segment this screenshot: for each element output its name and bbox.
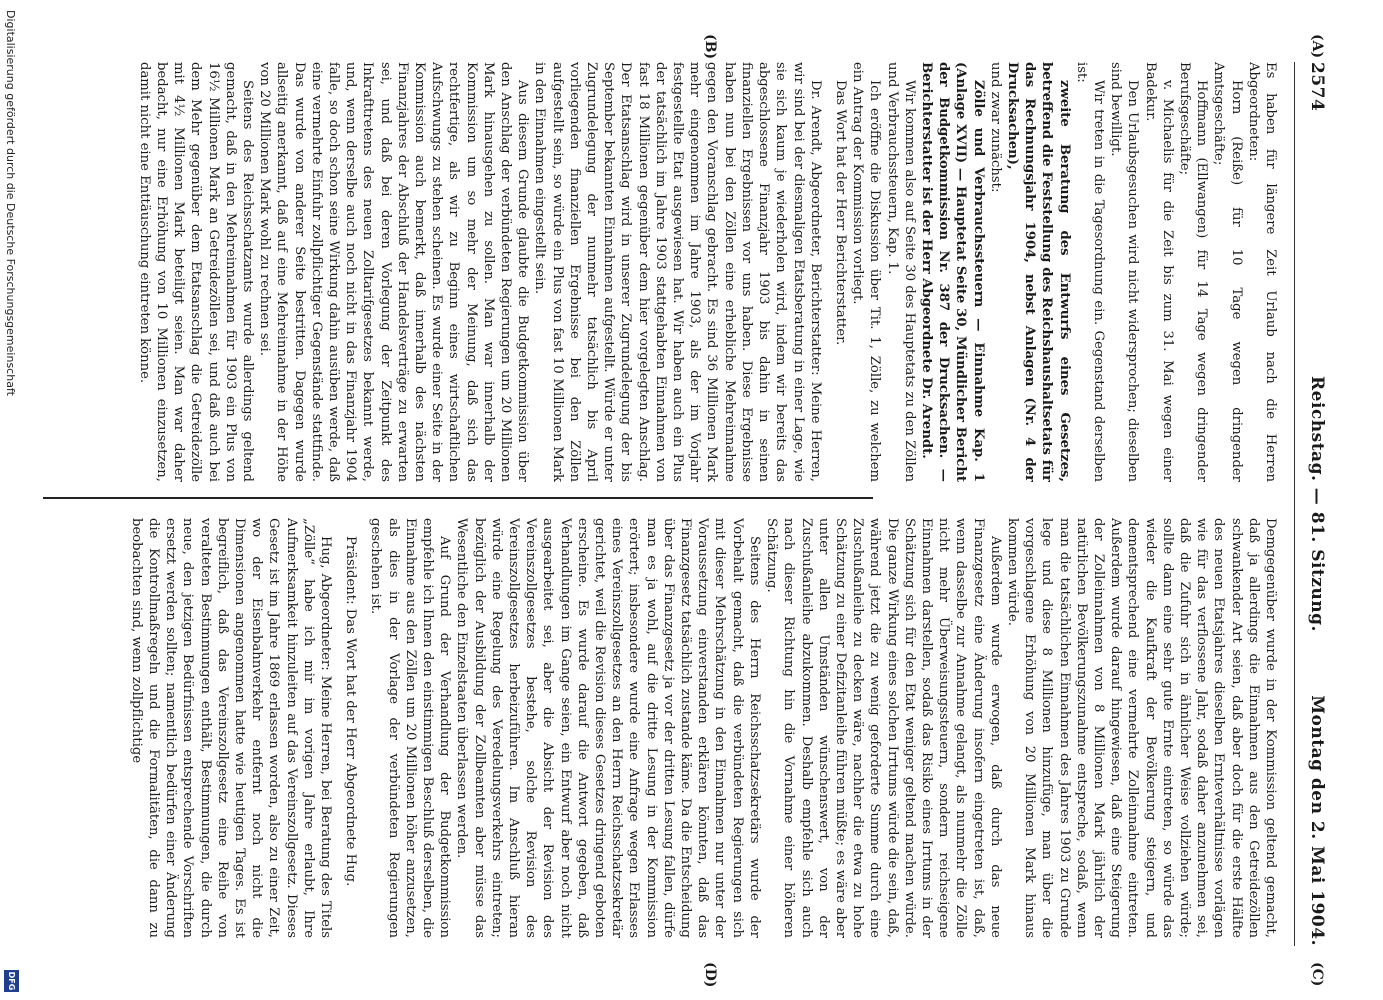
president-remark: Präsident: Das Wort hat der Herr Abgeordnete Hug. bbox=[343, 536, 359, 887]
speech-paragraph: Auf Grund der Verhandlung der Budgetkommission empfehle ich Ihnen den einstimmigen Beschluß derselben, die Einnahme aus den Zöllen um 20 Millionen höher anzusetzen, als dies in der Vorlage der verbündeten Regierungen geschehen ist. bbox=[368, 518, 453, 938]
dfg-logo: DFG bbox=[4, 970, 19, 992]
session-title: Reichstag. — 81. Sitzung. bbox=[1307, 376, 1327, 632]
speech-paragraph: Seitens des Herrn Reichsschatzsekretärs wurde der Vorbehalt gemacht, daß die verbündeten Regierungen sich mit dieser Mehrschätzung in den Einnahmen nur unter der Voraussetzung einverstanden erklären könnten, daß das Finanzgesetz tatsächlich zustande käme. Da die Entscheidung über das Finanzgesetz ja vor der dritten Lesung fallen, dürfe man es ja wohl, auf die dritte Lesung in der Kommission erörtert; insbesondere wurde eine Anfrage wegen Erlasses eines Vereinszollgesetzes an den Herrn Reichsschatzsekretär gerichtet, weil die Revision dieses Gesetzes dringend geboten erscheine. Es wurde darauf die Antwort gegeben, daß Verhandlungen im Gange seien, ein Entwurf aber noch nicht ausgearbeitet sei, aber die Absicht der Revision des Vereinszollgesetzes bestehe, solche Revision des Vereinszollgesetzes herbeizuführen. Im Anschluß hieran würde eine Regelung des Veredelungsverkehrs eintreten; bezüglich der Ausbildung der Zollbeamten aber müsse das Wesentliche den Einzelstaaten überlassen werden. bbox=[454, 518, 762, 938]
page-number: 2574 bbox=[1307, 62, 1327, 112]
session-date: Montag den 2. Mai 1904. bbox=[1307, 695, 1327, 946]
margin-marker-c: (C) bbox=[1309, 962, 1325, 987]
margin-marker-b: (B) bbox=[702, 34, 718, 60]
right-text-column bbox=[49, 518, 1279, 938]
paragraph: Hoffmann (Ellwangen) für 14 Tage wegen dringender Berufsgeschäfte; bbox=[1176, 62, 1210, 482]
margin-marker-a: (A) bbox=[1309, 34, 1325, 59]
paragraph: Wir kommen also auf Seite 30 des Hauptetats zu den Zöllen und Verbrauchssteuern, Kap. 1. bbox=[884, 62, 917, 482]
speech-paragraph: Außerdem wurde erwogen, daß durch das neue Finanzgesetz eine Änderung insofern eingetreten ist, daß, wenn dasselbe zur Annahme gelangt, als nunmehr die Zölle nicht mehr Überweisungssteuern, sondern reichseigene Einnahmen darstellen, sodaß das Risiko eines Irrtums in der Schätzung sich für den Etat weniger geltend machen würde. Die ganze Wirkung eines solchen Irrtums würde die sein, daß, während jetzt die zu wenig geforderte Summe durch eine Zuschußanleihe zu decken wäre, nachher die etwa zu hohe Schätzung zu einer Defizitanleihe führen müßte; es wäre aber unter allen Umständen wünschenswert, von der Zuschußanleihe abzukommen. Deshalb empfehle sich auch nach dieser Richtung hin die Vornahme einer höheren Schätzung. bbox=[764, 518, 1003, 938]
paragraph: Horn (Reiße) für 10 Tage wegen dringender Amtsgeschäfte; bbox=[1211, 62, 1244, 482]
paragraph: Wir treten in die Tagesordnung ein. Gegenstand derselben ist: bbox=[1073, 62, 1106, 482]
paragraph: v. Michaelis für die Zeit bis zum 31. Mai wegen einer Badekur. bbox=[1142, 62, 1175, 482]
column-divider bbox=[43, 497, 873, 499]
speech-paragraph: Hug, Abgeordneter: Meine Herren, bei Beratung des Titels „Zölle“ habe ich mir im vorigen Jahre erlaubt, Ihre Aufmerksamkeit hinzuleiten auf das Vereinszollgesetz. Dieses Gesetz ist im Jahre 1869 erlassen worden, also zu einer Zeit, wo der Eisenbahnverkehr entfernt noch nicht die Dimensionen angenommen hatte wie heutigen Tages. Es ist begreiflich, daß das Vereinszollgesetz eine Reihe von veralteten Bestimmungen enthält, Bestimmungen, die durch neue, den jetzigen Bedürfnissen entsprechende Vorschriften ersetzt werden sollten; namentlich bedürfen einer Änderung die Kontrollmaßregeln und die Formalitäten, die dann zu beobachten sind, wenn zollpflichtige bbox=[128, 518, 334, 938]
agenda-item: Zölle und Verbrauchssteuern — Einnahme Kap. 1 (Anlage XVII) — Hauptetat Seite 30, Mündlicher Bericht der Budgetkommission Nr. 387 der Drucksachen. — Berichterstatter ist der Herr Abgeordnete Dr. Arendt. bbox=[918, 62, 986, 482]
speech-paragraph: Demgegenüber wurde in der Kommission geltend gemacht, daß ja allerdings die Einnahmen aus den Getreidezöllen schwankender Art seien, daß aber doch für die erste Hälfte des neuen Etatsjahres dieselben Ernteverhältnisse vorlägen wie für das verflossene Jahr, sodaß daher anzunehmen sei, daß die Zufuhr sich in ähnlicher Weise vollziehen würde; sollte dann eine sehr gute Ernte eintreten, so würde das wieder die Kaufkraft der Bevölkerung steigern, und dementsprechend eine vermehrte Zolleinnahme eintreten. Außerdem wurde darauf hingewiesen, daß eine Steigerung der Zolleinnahmen von 8 Millionen Mark jährlich der natürlichen Bevölkerungszunahme entspreche, sodaß, wenn man die tatsächlichen Einnahmen des Jahres 1903 zu Grunde lege und diese 8 Millionen hinzufüge, man über die vorgeschlagene Erhöhung von 20 Millionen Mark hinaus kommen würde. bbox=[1004, 518, 1278, 938]
speech-paragraph: Seitens des Reichsschatzamts wurde allerdings geltend gemacht, daß in den Mehreinnahmen für 1903 ein Plus von 16½ Millionen Mark an Getreidezöllen sei, und daß auch bei dem Mehr gegenüber dem Etatsanschlag die Getreidezölle mit 4½ Millionen Mark beteiligt seien. Man war daher bedacht, nur eine Erhöhung von 10 Millionen einzusetzen, damit nicht eine Enttäuschung eintreten könne. bbox=[136, 62, 256, 482]
digitization-note: Digitalisierung gefördert durch die Deutsche Forschungsgemeinschaft bbox=[4, 10, 17, 396]
paragraph: Es haben für längere Zeit Urlaub nach die Herren Abgeordneten: bbox=[1245, 62, 1278, 482]
margin-marker-d: (D) bbox=[702, 962, 718, 988]
left-text-column bbox=[49, 62, 1279, 482]
paragraph: und zwar zunächst: bbox=[987, 62, 1003, 193]
page-header bbox=[1294, 62, 1335, 946]
page-footer bbox=[1, 0, 19, 1000]
agenda-item: zweite Beratung des Entwurfs eines Gesetzes, betreffend die Feststellung des Reichshaushaltsetats für das Rechnungsjahr 1904, nebst Anlagen (Nr. 4 der Drucksachen), bbox=[1004, 62, 1072, 482]
paragraph: Das Wort hat der Herr Berichterstatter. bbox=[832, 80, 848, 346]
speech-paragraph: Aus diesem Grunde glaubte die Budgetkommission über den Anschlag der verbündeten Regierungen um 20 Millionen Mark hinausgehen zu sollen. Man war innerhalb der Kommission um so mehr der Meinung, daß sich das rechtfertige, als wir zu Beginn eines wirtschaftlichen Aufschwungs zu stehen scheinen. Es wurde einer Seite in der Kommission auch bemerkt, daß innerhalb des nächsten Finanzjahres der Abschluß der Handelsverträge zu erwarten sei, und daß bei deren Vorlegung der Zeitpunkt des Inkrafttretens des neuen Zolltarifgesetzes bekannt werde, und, wenn derselbe auch noch nicht in das Finanzjahr 1904 falle, so doch schon seine Wirkung dahin ausüben werde, daß eine vermehrte Einfuhr zollpflichtiger Gegenstände stattfinde. Das wurde von anderer Seite bestritten. Dagegen wurde allseitig anerkannt, daß auf eine Mehreinnahme in der Höhe von 20 Millionen Mark wohl zu rechnen sei. bbox=[257, 62, 531, 482]
paragraph: Den Urlaubsgesuchen wird nicht widersprochen; dieselben sind bewilligt. bbox=[1108, 62, 1141, 482]
paragraph: Ich eröffne die Diskussion über Tit. 1, Zölle, zu welchem ein Antrag der Kommission vorliegt. bbox=[850, 62, 883, 482]
speech-paragraph: Dr. Arendt, Abgeordneter, Berichterstatter: Meine Herren, wir sind bei der diesmaligen Etatsberatung in einer Lage, wie sie sich kaum je wiederholen wird, indem wir bereits das abgeschlossene Finanzjahr 1903 bis dahin in seinen finanziellen Ergebnissen vor uns haben. Diese Ergebnisse haben nun bei den Zöllen eine erhebliche Mehreinnahme gegen den Voranschlag gebracht. Es sind 36 Millionen Mark mehr eingenommen im Jahre 1903, als der im Vorjahr festgestellte Etat ausgewiesen hat. Wir haben auch ein Plus der tatsächlich im Jahre 1903 stattgehabten Einnahmen von fast 18 Millionen gegenüber dem hier vorgelegten Anschlag. Der Etatsanschlag wird in unserer Zugrundelegung der bis September bekannten Einnahmen aufgestellt. Würde er unter Zugrundelegung der nunmehr tatsächlich bis April vorliegenden finanziellen Ergebnisse bei den Zöllen aufgestellt sein, so würde ein Plus von fast 10 Millionen Mark in den Einnahmen eingestellt sein. bbox=[532, 62, 823, 482]
